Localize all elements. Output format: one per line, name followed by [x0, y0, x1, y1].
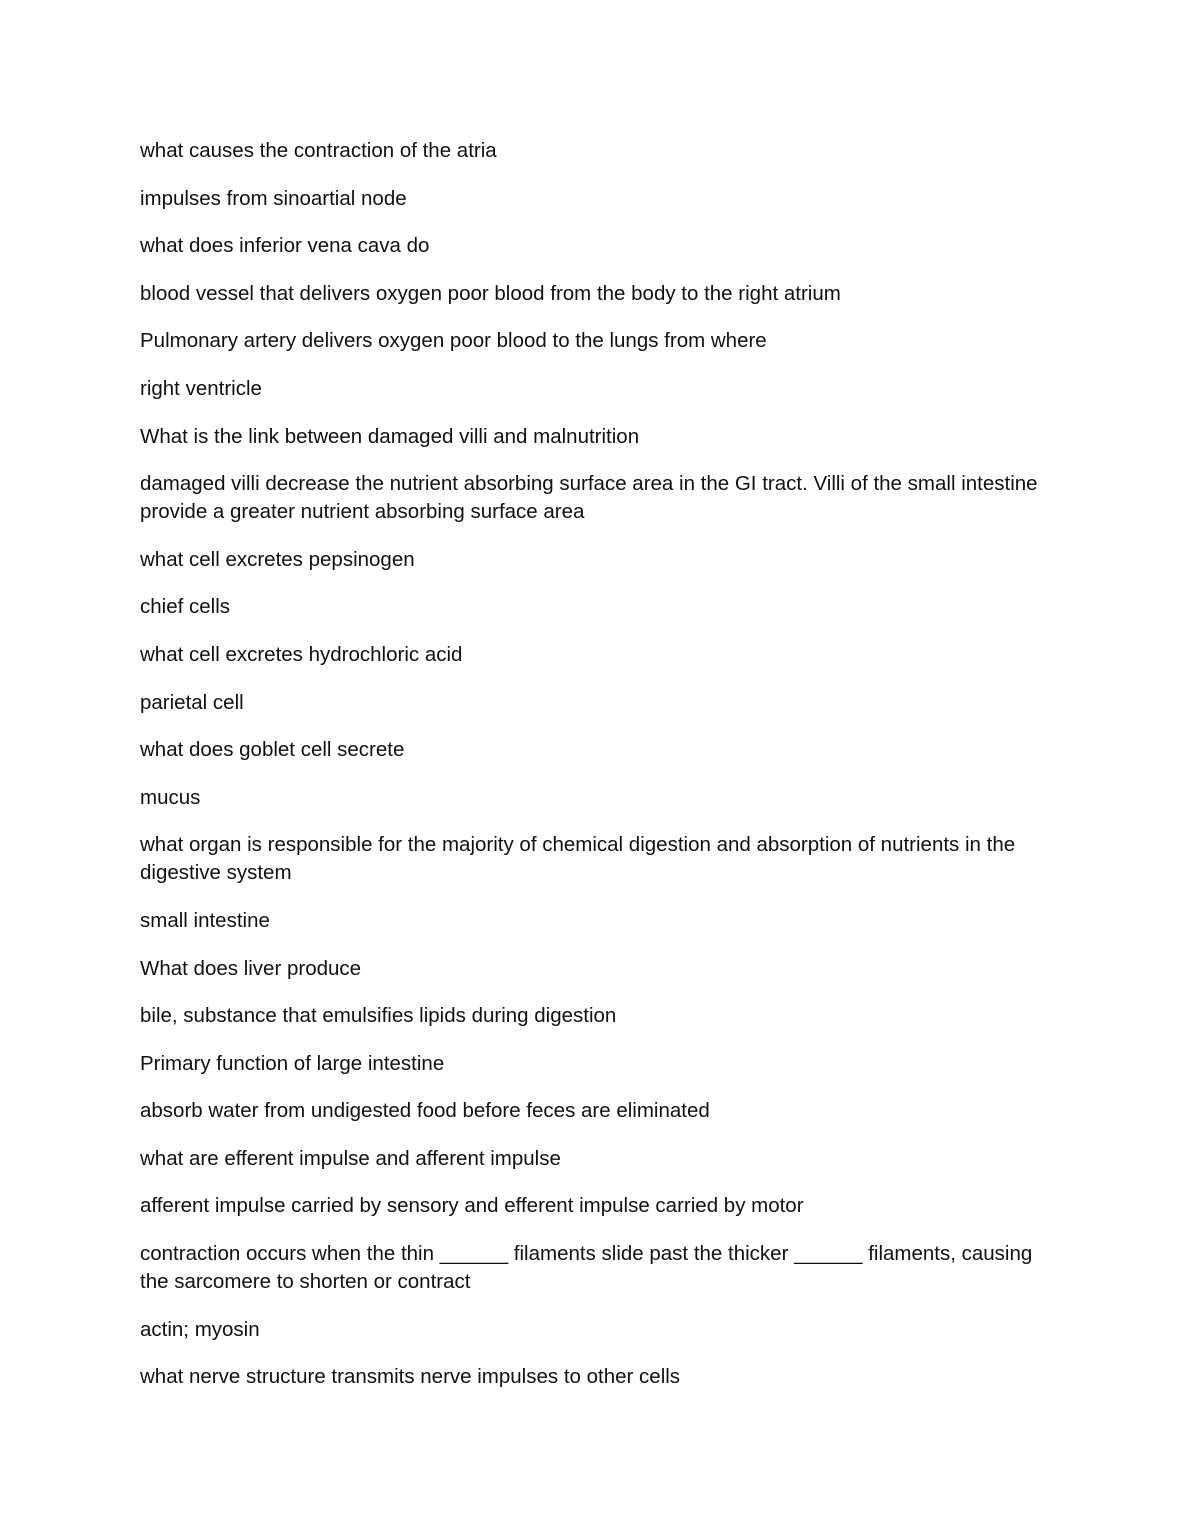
- text-line: contraction occurs when the thin ______ filaments slide past the thicker ______ filaments, causing the sarcomere to shorten or contract: [140, 1242, 1033, 1294]
- text-block: [140, 137, 1040, 1411]
- text-line: what are efferent impulse and afferent impulse: [140, 1146, 561, 1170]
- text-line: chief cells: [140, 595, 231, 619]
- text-line: parietal cell: [140, 690, 244, 714]
- text-line: What does liver produce: [140, 956, 362, 980]
- text-line: small intestine: [140, 908, 270, 932]
- text-line: damaged villi decrease the nutrient absorbing surface area in the GI tract. Villi of the small intestine provide a greater nutrient absorbing surface area: [140, 472, 1038, 524]
- text-line: what nerve structure transmits nerve impulses to other cells: [140, 1365, 681, 1389]
- text-line: what cell excretes hydrochloric acid: [140, 642, 463, 666]
- text-line: mucus: [140, 785, 201, 809]
- text-line: what does goblet cell secrete: [140, 738, 405, 762]
- text-line: Pulmonary artery delivers oxygen poor blood to the lungs from where: [140, 329, 767, 353]
- text-line: absorb water from undigested food before feces are eliminated: [140, 1099, 710, 1123]
- text-line: what cell excretes pepsinogen: [140, 547, 415, 571]
- text-line: bile, substance that emulsifies lipids during digestion: [140, 1004, 617, 1028]
- text-line: what organ is responsible for the majority of chemical digestion and absorption of nutrients in the digestive system: [140, 833, 1016, 885]
- text-line: impulses from sinoartial node: [140, 186, 407, 210]
- text-line: right ventricle: [140, 376, 262, 400]
- text-line: What is the link between damaged villi and malnutrition: [140, 424, 640, 448]
- text-line: what does inferior vena cava do: [140, 234, 430, 258]
- text-line: Primary function of large intestine: [140, 1051, 445, 1075]
- text-line: what causes the contraction of the atria: [140, 139, 497, 162]
- text-line: actin; myosin: [140, 1317, 260, 1341]
- text-line: blood vessel that delivers oxygen poor blood from the body to the right atrium: [140, 281, 841, 305]
- text-line: afferent impulse carried by sensory and efferent impulse carried by motor: [140, 1194, 804, 1218]
